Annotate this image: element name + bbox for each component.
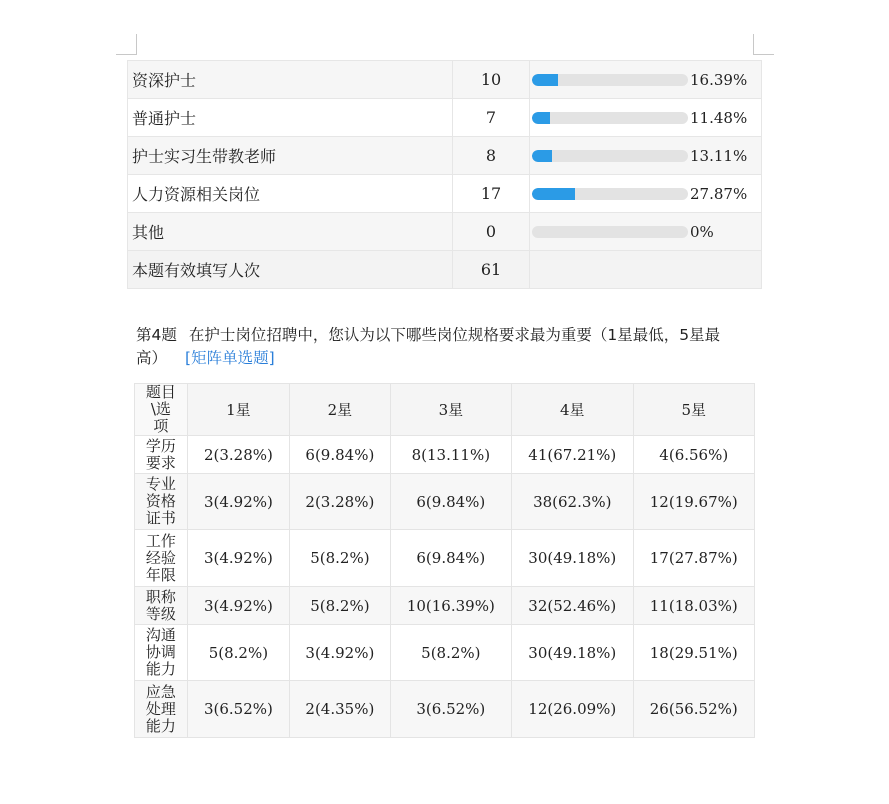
option-proportion (530, 137, 762, 175)
matrix-cell: 18(29.51%) (633, 625, 754, 681)
matrix-row (135, 681, 755, 738)
total-empty-cell (530, 251, 762, 289)
matrix-cell: 6(9.84%) (390, 474, 511, 530)
matrix-row-label: 学历要求 (135, 436, 188, 474)
matrix-row (135, 436, 755, 474)
question-number: 第4题 (136, 326, 177, 344)
matrix-cell: 32(52.46%) (512, 587, 633, 625)
question-title (136, 324, 736, 370)
matrix-cell: 6(9.84%) (290, 436, 390, 474)
matrix-row (135, 474, 755, 530)
option-proportion (530, 61, 762, 99)
matrix-cell: 5(8.2%) (187, 625, 289, 681)
matrix-cell: 5(8.2%) (290, 587, 390, 625)
progress-bar-fill (532, 112, 550, 124)
matrix-row (135, 625, 755, 681)
matrix-cell: 10(16.39%) (390, 587, 511, 625)
option-percent: 13.11% (690, 146, 748, 165)
progress-bar-fill (532, 188, 575, 200)
matrix-row-label: 专业资格证书 (135, 474, 188, 530)
matrix-row-label: 职称等级 (135, 587, 188, 625)
matrix-cell: 41(67.21%) (512, 436, 633, 474)
progress-bar-fill (532, 74, 558, 86)
total-label: 本题有效填写人次 (128, 251, 453, 289)
question-text: 在护士岗位招聘中，您认为以下哪些岗位规格要求最为重要（1星最低，5星最高） (136, 326, 721, 367)
matrix-cell: 4(6.56%) (633, 436, 754, 474)
matrix-cell: 30(49.18%) (512, 530, 633, 587)
option-count: 17 (453, 175, 530, 213)
matrix-cell: 12(19.67%) (633, 474, 754, 530)
option-count: 0 (453, 213, 530, 251)
result-row (128, 137, 762, 175)
option-proportion (530, 213, 762, 251)
matrix-cell: 11(18.03%) (633, 587, 754, 625)
option-proportion (530, 99, 762, 137)
matrix-col-header: 3星 (390, 384, 511, 436)
option-percent: 0% (690, 222, 714, 241)
progress-bar-track (532, 74, 688, 86)
matrix-cell: 8(13.11%) (390, 436, 511, 474)
option-label: 其他 (128, 213, 453, 251)
total-row (128, 251, 762, 289)
matrix-cell: 17(27.87%) (633, 530, 754, 587)
total-count: 61 (453, 251, 530, 289)
matrix-row (135, 587, 755, 625)
result-row (128, 61, 762, 99)
option-label: 资深护士 (128, 61, 453, 99)
matrix-cell: 3(4.92%) (187, 587, 289, 625)
option-count: 8 (453, 137, 530, 175)
result-row (128, 99, 762, 137)
matrix-cell: 5(8.2%) (290, 530, 390, 587)
matrix-row-label: 沟通协调能力 (135, 625, 188, 681)
matrix-cell: 38(62.3%) (512, 474, 633, 530)
matrix-cell: 12(26.09%) (512, 681, 633, 738)
matrix-row-label: 应急处理能力 (135, 681, 188, 738)
matrix-table (134, 383, 755, 738)
matrix-cell: 2(4.35%) (290, 681, 390, 738)
matrix-cell: 30(49.18%) (512, 625, 633, 681)
matrix-row (135, 530, 755, 587)
option-percent: 27.87% (690, 184, 748, 203)
progress-bar-track (532, 150, 688, 162)
matrix-row-label: 工作经验年限 (135, 530, 188, 587)
matrix-col-header: 1星 (187, 384, 289, 436)
result-row (128, 175, 762, 213)
matrix-cell: 3(4.92%) (290, 625, 390, 681)
matrix-col-header: 2星 (290, 384, 390, 436)
option-proportion (530, 175, 762, 213)
option-percent: 16.39% (690, 70, 748, 89)
progress-bar-track (532, 226, 688, 238)
matrix-col-header: 4星 (512, 384, 633, 436)
option-count: 7 (453, 99, 530, 137)
crop-mark-left (116, 34, 137, 55)
matrix-cell: 3(4.92%) (187, 530, 289, 587)
option-label: 人力资源相关岗位 (128, 175, 453, 213)
matrix-corner-header: 题目\选项 (135, 384, 188, 436)
matrix-cell: 2(3.28%) (187, 436, 289, 474)
progress-bar-track (532, 188, 688, 200)
result-table (127, 60, 762, 289)
option-count: 10 (453, 61, 530, 99)
option-label: 护士实习生带教老师 (128, 137, 453, 175)
matrix-cell: 5(8.2%) (390, 625, 511, 681)
option-label: 普通护士 (128, 99, 453, 137)
matrix-cell: 26(56.52%) (633, 681, 754, 738)
matrix-col-header: 5星 (633, 384, 754, 436)
progress-bar-fill (532, 150, 552, 162)
progress-bar-track (532, 112, 688, 124)
matrix-cell: 3(4.92%) (187, 474, 289, 530)
result-row (128, 213, 762, 251)
matrix-cell: 2(3.28%) (290, 474, 390, 530)
option-percent: 11.48% (690, 108, 748, 127)
question-type-link[interactable]: [矩阵单选题] (185, 349, 275, 367)
matrix-cell: 6(9.84%) (390, 530, 511, 587)
matrix-cell: 3(6.52%) (187, 681, 289, 738)
crop-mark-right (753, 34, 774, 55)
matrix-cell: 3(6.52%) (390, 681, 511, 738)
